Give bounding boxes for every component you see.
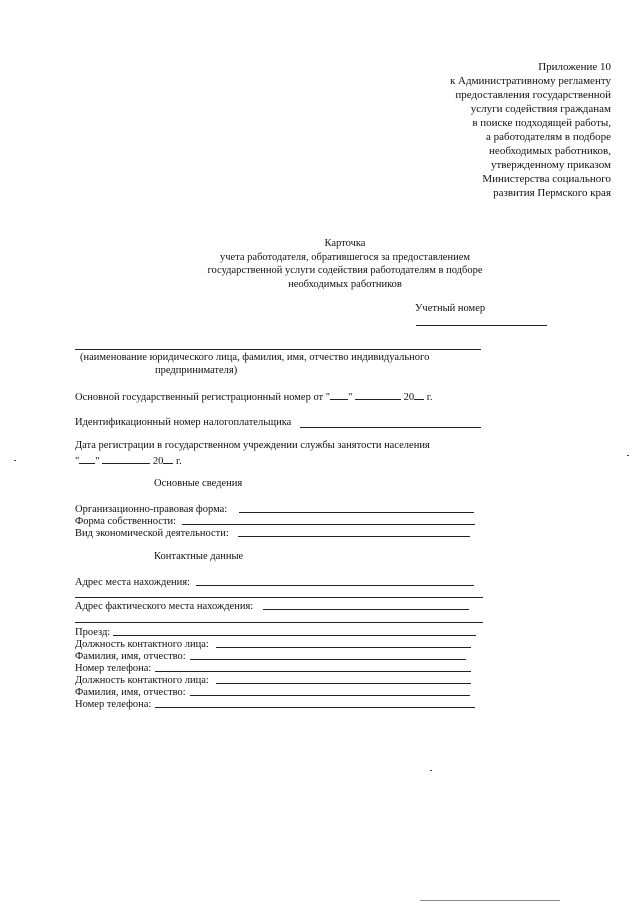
contact-position-field-2[interactable] [216,683,471,684]
scan-speck [627,455,629,456]
ogrn-quote: " [348,392,353,403]
contact-name-label-2: Фамилия, имя, отчество: [75,687,186,698]
account-number-label: Учетный номер [415,303,486,314]
org-legal-form-field[interactable] [239,512,474,513]
address-label: Адрес места нахождения: [75,577,190,588]
registration-date [75,453,182,469]
inn-field[interactable] [300,427,481,428]
directions-field[interactable] [113,635,476,636]
entity-name-field[interactable] [75,349,481,350]
ownership-form-field[interactable] [182,524,475,525]
address-field[interactable] [196,585,474,586]
contact-name-field[interactable] [190,659,466,660]
address-field-continued[interactable] [75,597,483,598]
ownership-form-label: Форма собственности: [75,516,177,527]
reg-year: 20 [152,456,164,467]
account-number-field[interactable] [416,325,547,326]
ogrn-day-field[interactable] [330,389,348,400]
contact-name-label: Фамилия, имя, отчество: [75,651,186,662]
appendix-line: услуги содействия гражданам [470,103,611,115]
reg-day-field[interactable] [79,453,95,464]
ogrn-suffix: г. [426,392,433,403]
phone-label-2: Номер телефона: [75,699,152,710]
appendix-line: к Административному регламенту [449,75,611,87]
economic-activity-label: Вид экономической деятельности: [75,528,229,539]
phone-label: Номер телефона: [75,663,152,674]
entity-caption: (наименование юридического лица, фамилия, имя, отчество индивидуального [80,352,430,363]
appendix-line: развития Пермского края [493,187,611,199]
reg-quote-open: " [75,456,80,467]
phone-field-2[interactable] [155,707,475,708]
reg-suffix: г. [175,456,182,467]
entity-caption-2: предпринимателя) [155,365,238,376]
reg-month-field[interactable] [102,453,150,464]
inn-label: Идентификационный номер налогоплательщика [75,417,292,428]
appendix-line: утвержденному приказом [490,159,611,171]
contact-position-label-2: Должность контактного лица: [75,675,209,686]
phone-field[interactable] [155,671,471,672]
org-legal-form-label: Организационно-правовая форма: [75,504,228,515]
actual-address-field[interactable] [263,609,469,610]
economic-activity-field[interactable] [238,536,470,537]
contact-position-label: Должность контактного лица: [75,639,209,650]
appendix-block [351,60,611,200]
appendix-line: Министерства социального [482,173,611,185]
contact-heading: Контактные данные [154,551,244,562]
contact-name-field-2[interactable] [190,695,470,696]
ogrn-label [75,389,432,405]
scan-edge-line [420,900,560,901]
ogrn-year-field[interactable] [414,389,424,400]
reg-quote-close: " [95,456,100,467]
scan-speck [430,770,432,771]
title-line: государственной услуги содействия работодателям в подборе [207,265,483,276]
contact-position-field[interactable] [216,647,471,648]
actual-address-field-continued[interactable] [75,622,483,623]
title-line: Карточка [324,238,366,249]
title-line: необходимых работников [288,278,402,290]
scan-speck [14,460,16,461]
appendix-line: необходимых работников, [489,145,611,157]
appendix-line: в поиске подходящей работы, [472,117,611,129]
registration-label: Дата регистрации в государственном учреждении службы занятости населения [75,440,430,451]
ogrn-prefix: Основной государственный регистрационный номер от " [75,392,331,403]
appendix-line: Приложение 10 [538,61,611,73]
card-title [175,237,515,291]
title-line: учета работодателя, обратившегося за предоставлением [219,251,471,263]
appendix-line: предоставления государственной [455,89,611,101]
ogrn-month-field[interactable] [355,389,401,400]
directions-label: Проезд: [75,627,111,638]
actual-address-label: Адрес фактического места нахождения: [75,601,254,612]
reg-year-field[interactable] [163,453,173,464]
ogrn-year: 20 [403,392,415,403]
basic-info-heading: Основные сведения [154,478,243,489]
appendix-line: а работодателям в подборе [485,131,611,143]
